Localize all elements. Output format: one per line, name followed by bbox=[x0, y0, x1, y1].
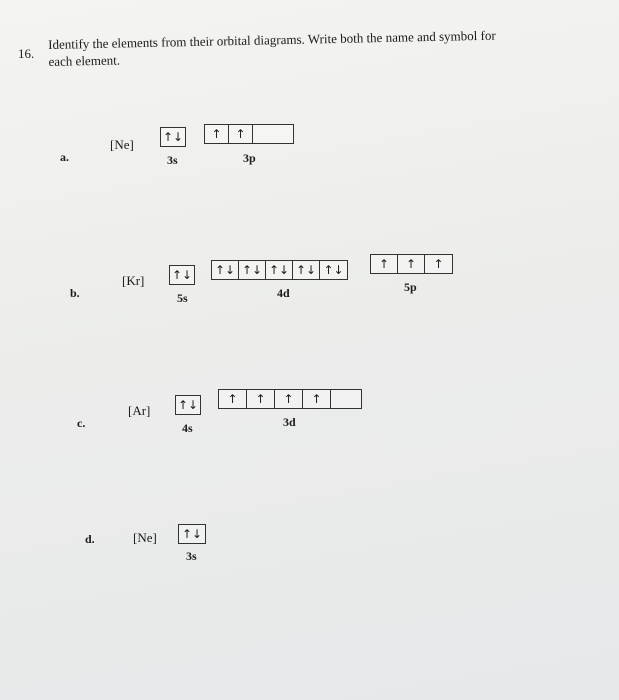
item-b-5s-label: 5s bbox=[177, 291, 188, 305]
orbital-box: ↑↓ bbox=[266, 261, 293, 279]
orbital-box: ↑ bbox=[219, 390, 247, 408]
item-a-3p-label: 3p bbox=[243, 151, 256, 165]
orbital-box: ↑ bbox=[247, 390, 275, 408]
orbital-box bbox=[253, 125, 293, 143]
orbital-box: ↑↓ bbox=[323, 263, 344, 277]
item-c-4s-label: 4s bbox=[182, 421, 193, 435]
orbital-box bbox=[331, 390, 361, 408]
orbital-box: ↑ bbox=[275, 390, 303, 408]
orbital-box: ↑↓ bbox=[177, 398, 199, 412]
orbital-box: ↑ bbox=[205, 125, 229, 143]
item-c-3d-label: 3d bbox=[283, 415, 296, 429]
orbital-box: ↑↓ bbox=[293, 261, 320, 279]
orbital-box: ↑ bbox=[371, 255, 398, 273]
item-c-letter: c. bbox=[77, 416, 86, 430]
item-a-core: [Ne] bbox=[110, 137, 134, 152]
item-c-4s-boxes bbox=[175, 395, 201, 415]
orbital-box: ↑↓ bbox=[212, 261, 239, 279]
item-c-3d-boxes bbox=[218, 389, 362, 409]
item-a-3p-boxes bbox=[204, 124, 294, 144]
question-number: 16. bbox=[18, 46, 35, 61]
item-d-3s-boxes bbox=[178, 524, 206, 544]
item-b-4d-boxes bbox=[211, 260, 348, 280]
item-a-3s-boxes bbox=[160, 127, 186, 147]
orbital-box: ↑ bbox=[433, 257, 444, 271]
orbital-box: ↑↓ bbox=[171, 268, 193, 282]
item-c-core: [Ar] bbox=[128, 403, 151, 418]
item-d-letter: d. bbox=[85, 532, 95, 546]
item-a-3s-label: 3s bbox=[167, 153, 178, 167]
item-a-letter: a. bbox=[60, 150, 69, 164]
item-d-core: [Ne] bbox=[133, 530, 157, 545]
item-b-core: [Kr] bbox=[122, 273, 145, 288]
item-b-5p-boxes bbox=[370, 254, 453, 274]
item-b-5p-label: 5p bbox=[404, 280, 417, 294]
orbital-box: ↑↓ bbox=[239, 261, 266, 279]
orbital-box: ↑ bbox=[229, 125, 253, 143]
item-d-3s-label: 3s bbox=[186, 549, 197, 563]
orbital-box: ↑↓ bbox=[162, 130, 184, 144]
item-b-4d-label: 4d bbox=[277, 286, 290, 300]
orbital-box: ↑ bbox=[303, 390, 331, 408]
orbital-box: ↑ bbox=[398, 255, 425, 273]
item-b-5s-boxes bbox=[169, 265, 195, 285]
orbital-box: ↑↓ bbox=[181, 527, 203, 541]
question-prompt: Identify the elements from their orbital diagrams. Write both the name and symbol for each element. bbox=[48, 27, 496, 69]
item-b-letter: b. bbox=[70, 286, 80, 300]
